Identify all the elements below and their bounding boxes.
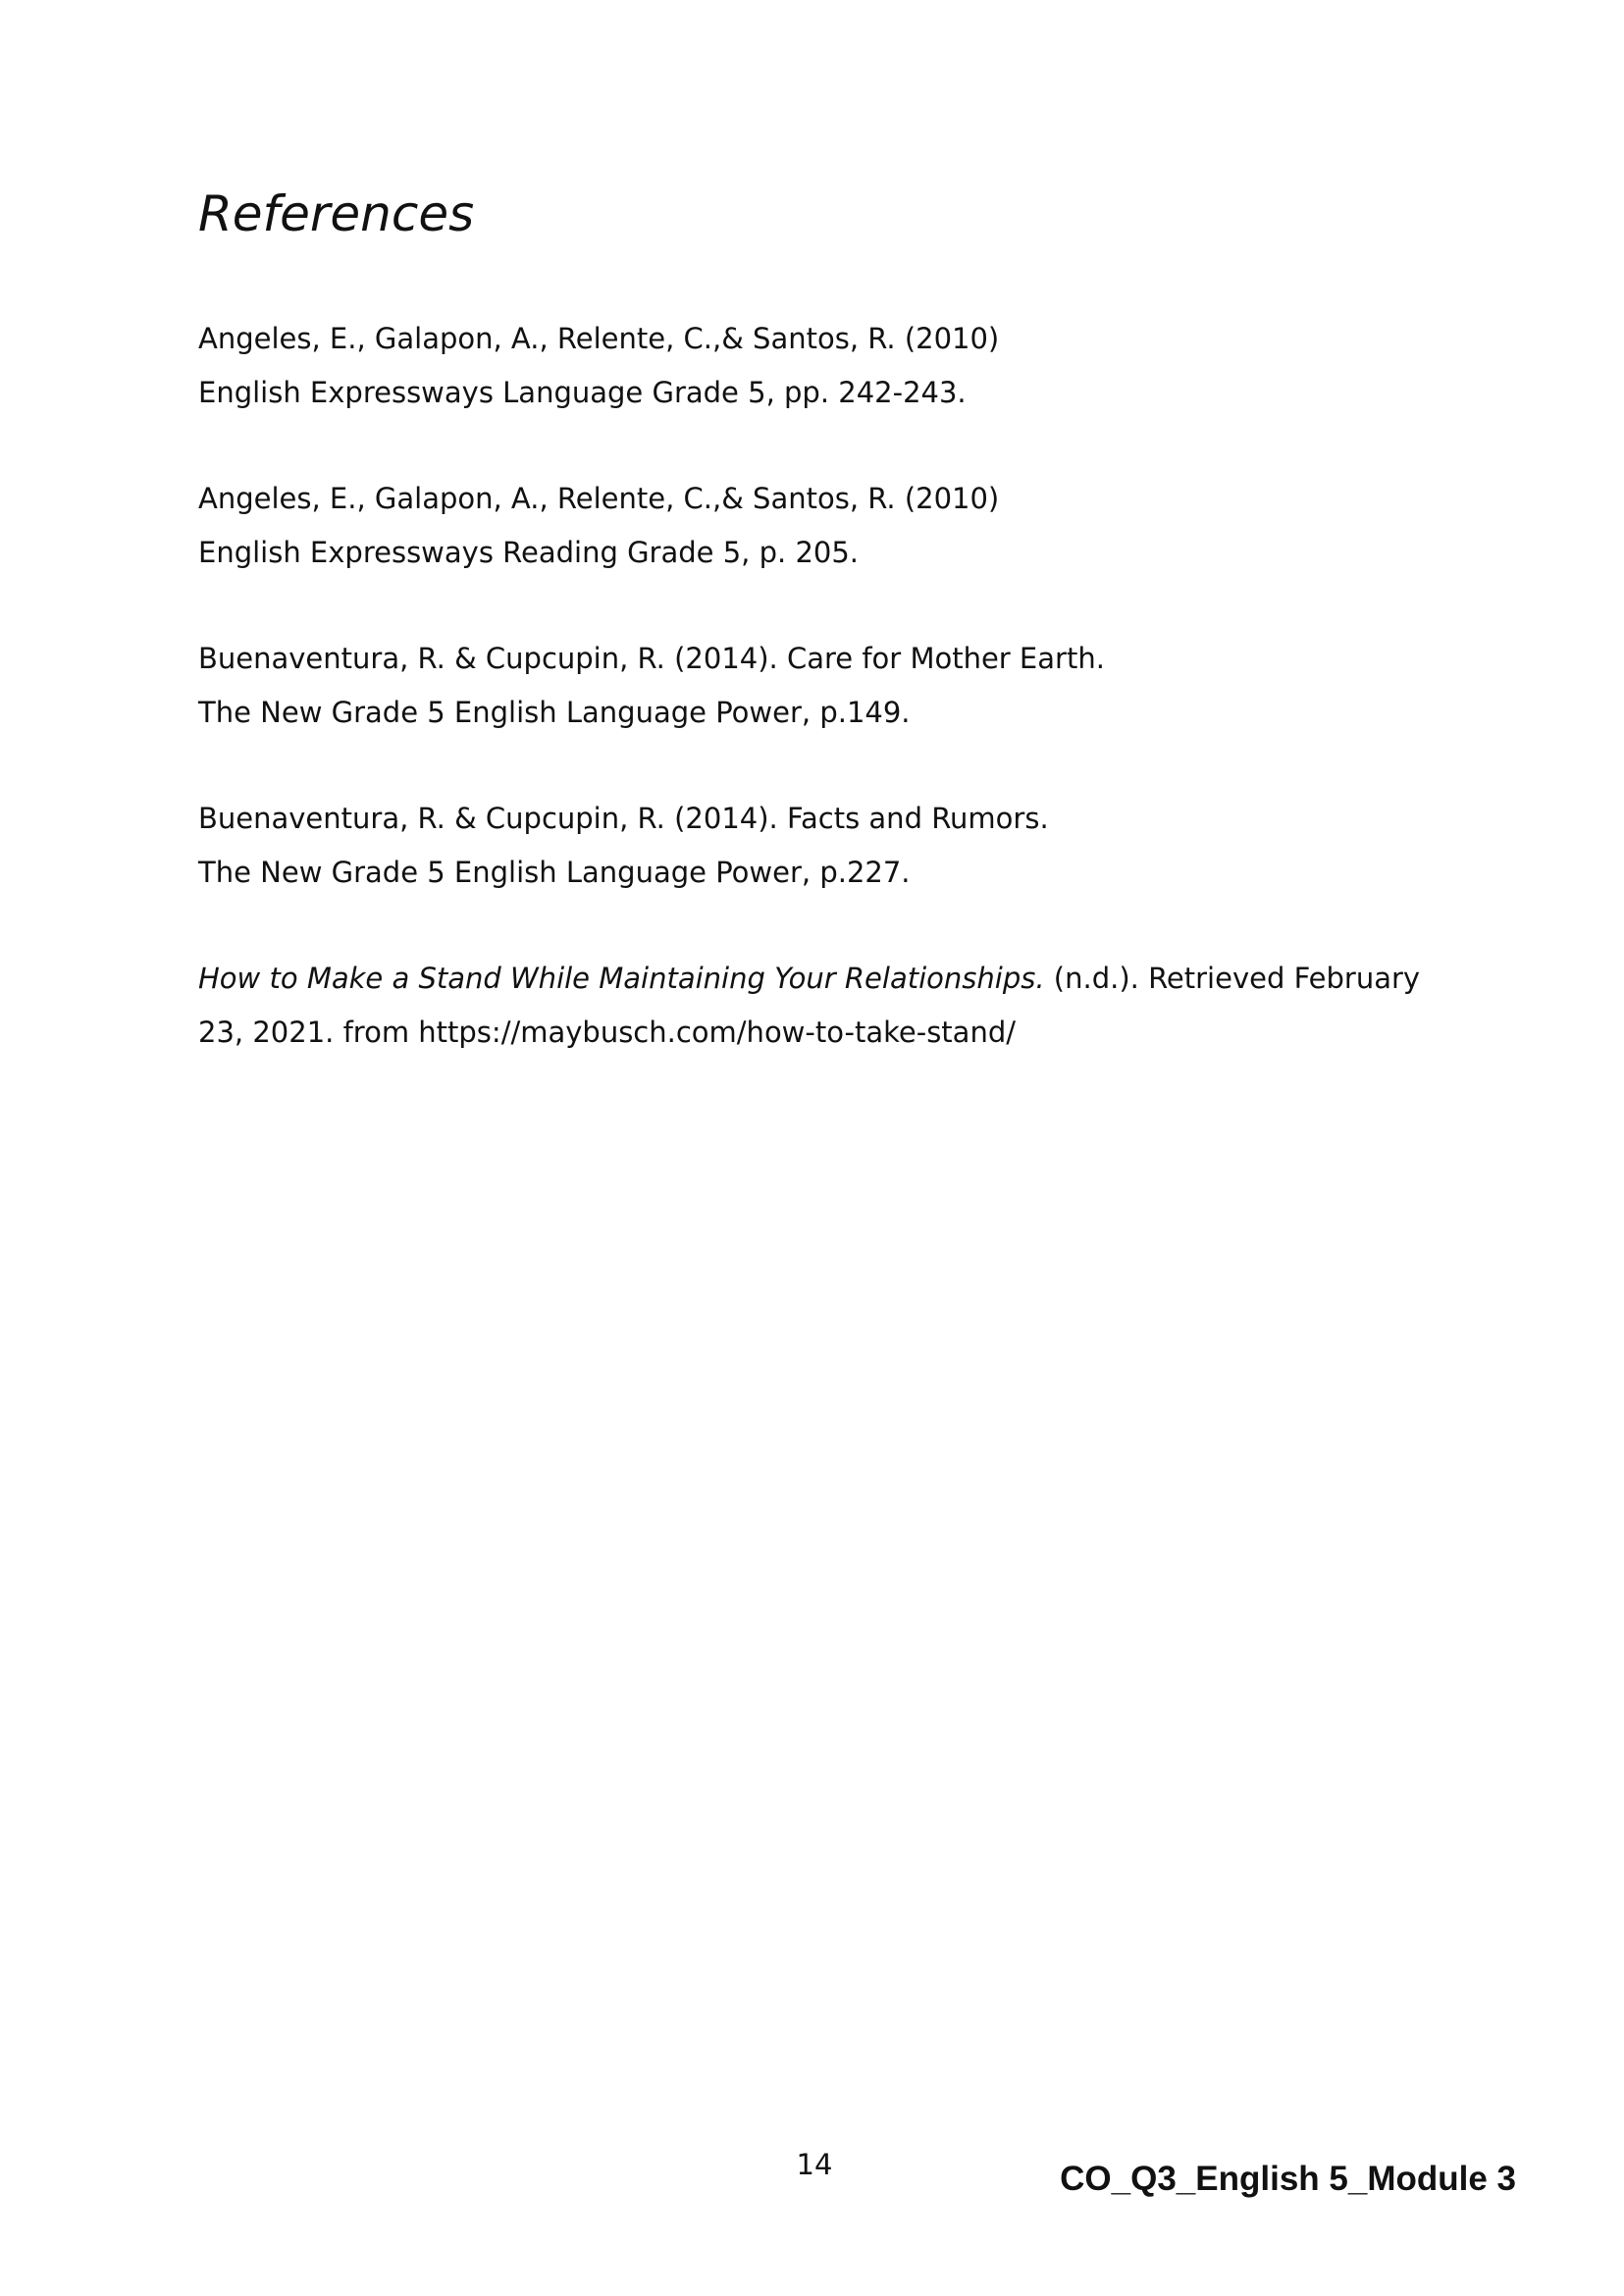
reference-date-text: (n.d.). Retrieved February: [1044, 962, 1421, 995]
page-number: 14: [796, 2148, 833, 2181]
reference-entry-3: [198, 632, 1543, 740]
reference-entry-1: [198, 312, 1543, 420]
reference-author-line: Angeles, E., Galapon, A., Relente, C.,& Santos, R. (2010): [198, 482, 1000, 515]
reference-list: [198, 312, 1543, 1112]
reference-title-line: [198, 952, 1543, 1006]
reference-url-line: 23, 2021. from https://maybusch.com/how-to-take-stand/: [198, 1016, 1016, 1049]
reference-title-line: English Expressways Reading Grade 5, p. 205.: [198, 536, 860, 569]
reference-author-line: Buenaventura, R. & Cupcupin, R. (2014). Care for Mother Earth.: [198, 642, 1105, 675]
reference-title-line: The New Grade 5 English Language Power, p.227.: [198, 856, 911, 889]
reference-author-line: Buenaventura, R. & Cupcupin, R. (2014). Facts and Rumors.: [198, 802, 1049, 835]
reference-entry-5: [198, 952, 1543, 1060]
reference-entry-2: [198, 472, 1543, 580]
reference-entry-4: [198, 792, 1543, 900]
reference-title-line: The New Grade 5 English Language Power, p.149.: [198, 696, 911, 729]
page-title: References: [198, 185, 475, 242]
module-code-footer: CO_Q3_English 5_Module 3: [1060, 2160, 1516, 2198]
reference-title-line: English Expressways Language Grade 5, pp. 242-243.: [198, 376, 967, 409]
reference-author-line: Angeles, E., Galapon, A., Relente, C.,& Santos, R. (2010): [198, 322, 1000, 355]
reference-italic-title: How to Make a Stand While Maintaining Your Relationships.: [198, 962, 1045, 995]
